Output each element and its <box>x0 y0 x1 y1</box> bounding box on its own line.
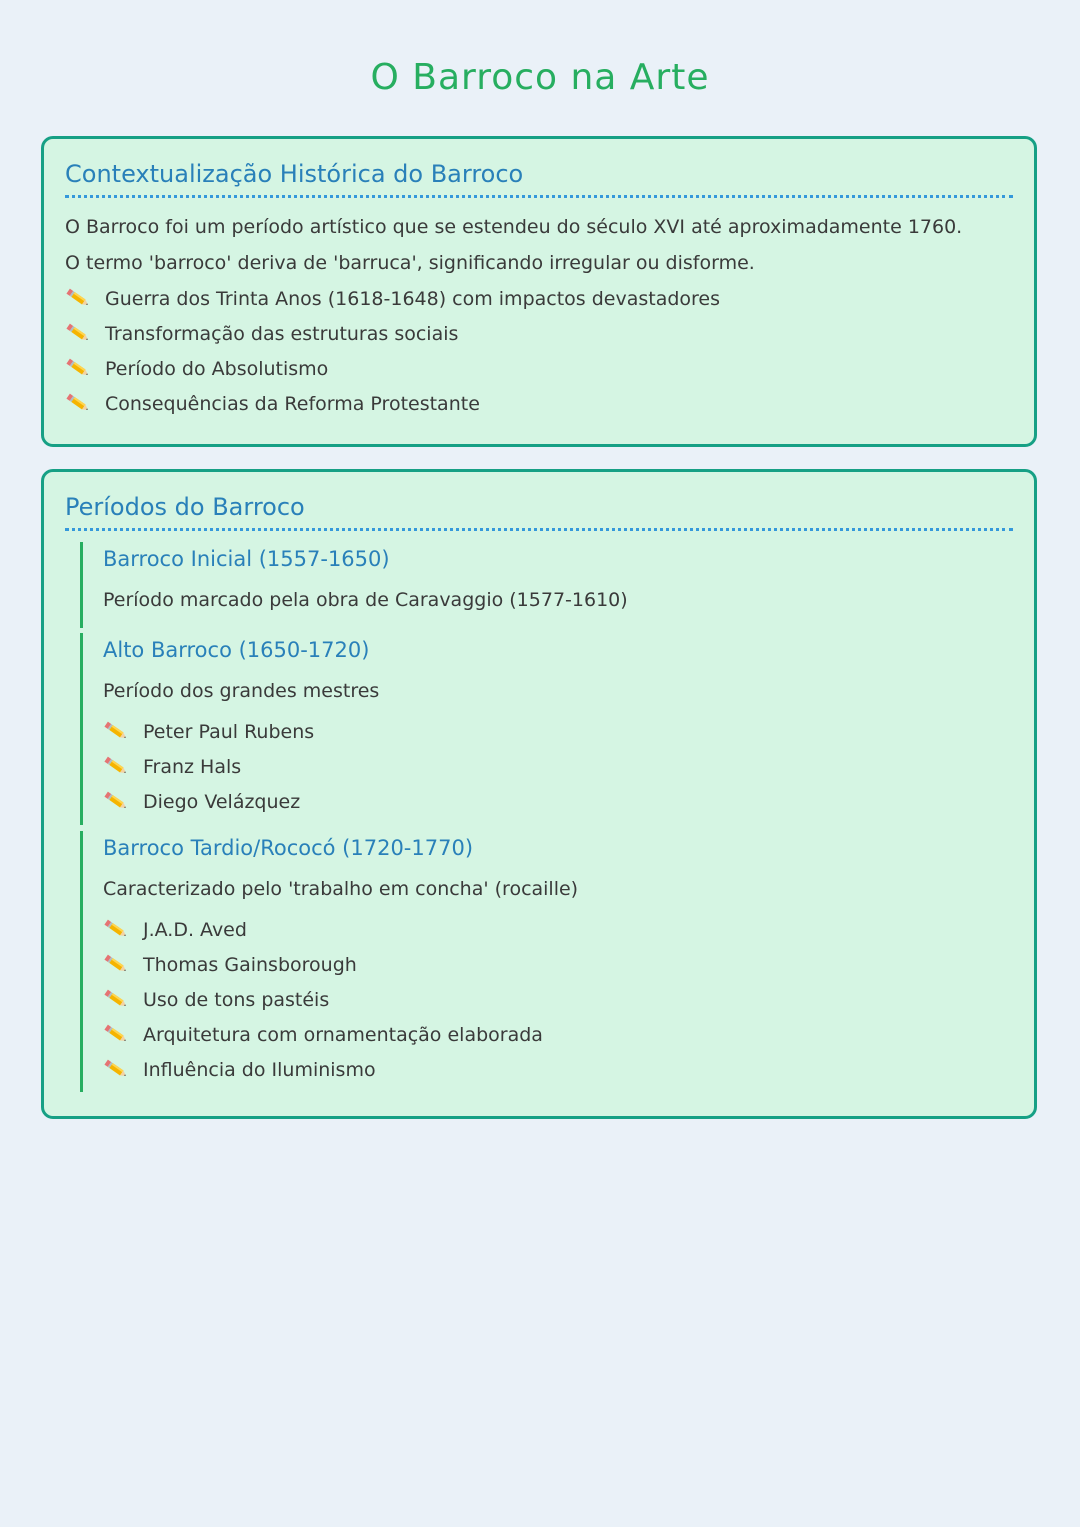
period-artists-list <box>103 715 314 820</box>
list-item-text: Franz Hals <box>143 756 242 778</box>
list-item <box>65 282 720 317</box>
period-artists-list <box>103 913 543 1088</box>
list-item-text: Transformação das estruturas sociais <box>105 323 459 345</box>
pencil-icon <box>103 919 129 939</box>
period-title: Barroco Tardio/Rococó (1720-1770) <box>103 836 474 860</box>
pencil-icon <box>103 721 129 741</box>
list-item-text: Diego Velázquez <box>143 791 301 813</box>
list-item <box>103 715 314 750</box>
list-item-text: Uso de tons pastéis <box>143 989 330 1011</box>
pencil-icon <box>103 791 129 811</box>
pencil-icon <box>65 288 91 308</box>
periods-heading: Períodos do Barroco <box>65 492 1013 531</box>
context-intro: O Barroco foi um período artístico que se estendeu do século XVI até aproximadamente 1760. O termo 'barroco' deriva de 'barruca', significando irregular ou disforme. <box>65 216 963 274</box>
pencil-icon <box>65 393 91 413</box>
list-item-text: Período do Absolutismo <box>105 358 329 380</box>
period-description: Caracterizado pelo 'trabalho em concha' (rocaille) <box>103 878 579 900</box>
pencil-icon <box>103 1024 129 1044</box>
period-title: Barroco Inicial (1557-1650) <box>103 547 390 571</box>
list-item <box>103 1053 543 1088</box>
list-item-text: Consequências da Reforma Protestante <box>105 393 480 415</box>
pencil-icon <box>103 756 129 776</box>
list-item <box>103 948 543 983</box>
pencil-icon <box>103 989 129 1009</box>
context-card <box>41 136 1037 447</box>
period-description: Período marcado pela obra de Caravaggio (1577-1610) <box>103 589 628 611</box>
list-item-text: Arquitetura com ornamentação elaborada <box>143 1024 543 1046</box>
list-item-text: Peter Paul Rubens <box>143 721 315 743</box>
period-early-baroque <box>80 542 628 628</box>
periods-card <box>41 469 1037 1119</box>
list-item <box>103 750 314 785</box>
pencil-icon <box>65 358 91 378</box>
context-heading: Contextualização Histórica do Barroco <box>65 159 1013 198</box>
period-description: Período dos grandes mestres <box>103 680 380 702</box>
period-late-baroque-rococo <box>80 831 579 1092</box>
pencil-icon <box>65 323 91 343</box>
context-list <box>65 282 720 422</box>
list-item <box>65 317 720 352</box>
list-item <box>103 1018 543 1053</box>
period-high-baroque <box>80 633 380 825</box>
list-item <box>103 785 314 820</box>
list-item-text: J.A.D. Aved <box>143 919 247 941</box>
period-title: Alto Barroco (1650-1720) <box>103 638 370 662</box>
pencil-icon <box>103 954 129 974</box>
list-item-text: Thomas Gainsborough <box>143 954 357 976</box>
list-item <box>65 352 720 387</box>
page-title: O Barroco na Arte <box>370 57 710 98</box>
list-item <box>65 387 720 422</box>
list-item <box>103 983 543 1018</box>
list-item-text: Guerra dos Trinta Anos (1618-1648) com impactos devastadores <box>105 288 721 310</box>
pencil-icon <box>103 1059 129 1079</box>
list-item <box>103 913 543 948</box>
list-item-text: Influência do Iluminismo <box>143 1059 376 1081</box>
